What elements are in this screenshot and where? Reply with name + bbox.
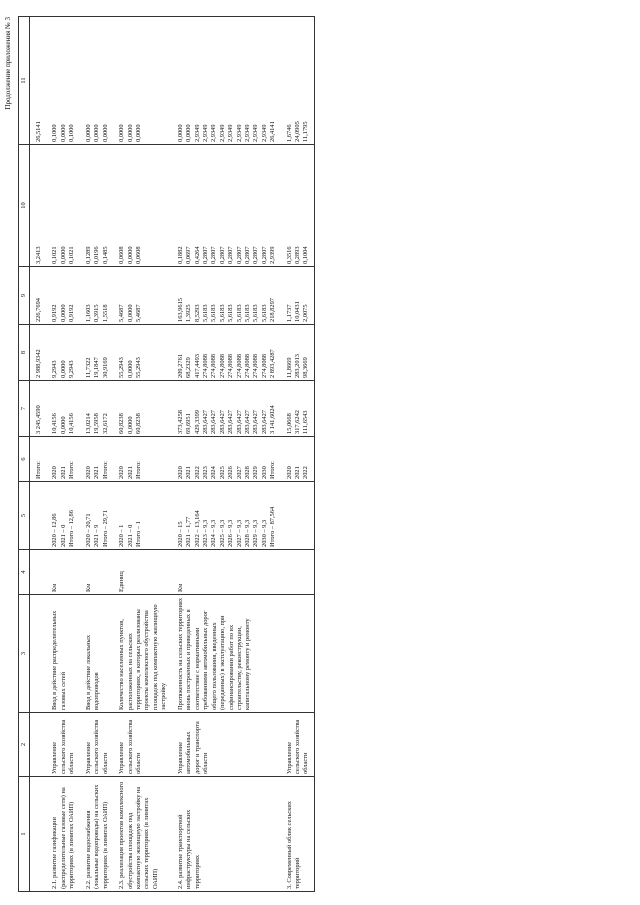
cell-value: 5,6183 [227, 304, 235, 322]
cell-value: 15,0668 [285, 413, 293, 434]
cell-c10 [30, 145, 47, 267]
cell-value: 8,5293 [193, 304, 201, 322]
cell-value: 2020 – 15 [176, 521, 184, 547]
cell-value: 55,2943 [118, 357, 126, 378]
cell-value: 0,0000 [59, 246, 67, 264]
cell-value: 24,0905 [293, 121, 301, 142]
cell-value: 0,0000 [59, 360, 67, 378]
cell-c5 [113, 482, 172, 550]
cell-value: 283,6427 [227, 410, 235, 434]
cell-value: 429,3399 [193, 410, 201, 434]
program-financing-table [18, 16, 315, 892]
cell-value: 0,0000 [176, 124, 184, 142]
cell-value [294, 484, 302, 547]
cell-c3: Количество населенных пунктов, расположенных на сельских территориях, в которых реализованы проекты комплексного обустройства площадок под компактную жилищную застройку [113, 595, 172, 713]
cell-c3 [281, 595, 315, 713]
cell-value: 2021 [185, 466, 193, 479]
cell-value: 283,6427 [243, 410, 251, 434]
continuation-label: Продолжение приложения № 3 [4, 17, 12, 110]
cell-value: 11,8669 [285, 357, 293, 378]
cell-value: 283,6427 [218, 410, 226, 434]
cell-value: 2,9349 [260, 124, 268, 142]
cell-value: 68,2329 [185, 357, 193, 378]
cell-value: 0,2893 [293, 246, 301, 264]
table-row [30, 17, 47, 892]
cell-value: 2020 [51, 466, 59, 479]
cell-value: 2,9349 [227, 124, 235, 142]
cell-c9 [30, 267, 47, 325]
cell-value: 0,2807 [235, 246, 243, 264]
column-number-1: 1 [19, 777, 30, 892]
cell-c9 [172, 267, 281, 325]
column-number-row [19, 17, 30, 892]
cell-value: 0,9192 [68, 304, 76, 322]
cell-c5 [46, 482, 79, 550]
cell-value: 32,6172 [101, 413, 109, 434]
cell-c7 [46, 381, 79, 437]
cell-value: 2029 – 9,3 [252, 519, 260, 547]
cell-c11 [30, 17, 47, 145]
cell-value: 2,9349 [202, 124, 209, 142]
cell-value: 0,2807 [227, 246, 235, 264]
cell-c4 [30, 550, 47, 595]
cell-value: 0,1004 [302, 246, 310, 264]
cell-value: 2028 [243, 466, 251, 479]
cell-value: 1,1603 [84, 304, 92, 322]
cell-c7 [30, 381, 47, 437]
cell-value: 2,9349 [243, 124, 251, 142]
cell-value: 5,6183 [218, 304, 226, 322]
cell-c10 [46, 145, 79, 267]
cell-value: 0,0000 [59, 416, 67, 434]
cell-value: 5,4687 [118, 304, 126, 322]
cell-value: 5,6183 [252, 304, 260, 322]
cell-value: 274,8088 [252, 354, 260, 378]
cell-value: 0,0000 [84, 124, 92, 142]
cell-value: 226,7694 [35, 298, 42, 322]
cell-value: 55,2943 [134, 357, 142, 378]
cell-value: 0,2807 [202, 246, 209, 264]
cell-value: 0,1021 [51, 246, 59, 264]
cell-value: 2021 [293, 466, 301, 479]
table-body [30, 17, 315, 892]
cell-value: 5,6183 [235, 304, 243, 322]
cell-value: 0,2807 [252, 246, 260, 264]
cell-value: 0,0000 [126, 304, 134, 322]
cell-value: 2,9349 [210, 124, 218, 142]
cell-c7 [80, 381, 113, 437]
cell-value: 2021 [59, 466, 67, 479]
cell-c1: 2.2. развитие водоснабжения (локальные водопроводы) на сельских территориях (в лимитах ОАИП) [80, 777, 113, 892]
cell-c1: 3. Современный облик сельских территорий [281, 777, 315, 892]
cell-value: 2020 [84, 466, 92, 479]
column-number-4: 4 [19, 550, 30, 595]
cell-c2 [30, 713, 47, 777]
cell-value [302, 484, 310, 547]
cell-value: 317,6242 [293, 410, 301, 434]
cell-value: 274,8088 [260, 354, 268, 378]
cell-c10 [113, 145, 172, 267]
cell-c2: Управление сельского хозяйства области [281, 713, 315, 777]
cell-value: 0,0608 [134, 246, 142, 264]
cell-value: 0,2807 [243, 246, 251, 264]
cell-value: 2022 – 13,164 [193, 510, 201, 547]
cell-value: 283,2013 [293, 354, 301, 378]
cell-c7 [172, 381, 281, 437]
cell-value: 60,8238 [134, 413, 142, 434]
cell-value: 2,9349 [218, 124, 226, 142]
cell-c7 [113, 381, 172, 437]
cell-value: 0,1000 [51, 124, 59, 142]
cell-value: 2020 – 20,71 [84, 513, 92, 547]
cell-value: 0,0697 [185, 246, 193, 264]
cell-value: 2026 – 9,3 [227, 519, 235, 547]
cell-c5 [172, 482, 281, 550]
cell-value: 2024 [210, 466, 218, 479]
cell-c9 [46, 267, 79, 325]
column-number-5: 5 [19, 482, 30, 550]
cell-value: 283,6427 [260, 410, 268, 434]
cell-value: 0,2807 [260, 246, 268, 264]
cell-value: 2030 [260, 466, 268, 479]
cell-value: 2025 [218, 466, 226, 479]
cell-c4: Км [46, 550, 79, 595]
cell-value: 10,4156 [51, 413, 59, 434]
cell-value: 19,5958 [93, 413, 101, 434]
cell-value: 5,6183 [260, 304, 268, 322]
cell-c11 [113, 17, 172, 145]
cell-value: 283,6427 [202, 410, 209, 434]
cell-value: 0,2807 [218, 246, 226, 264]
column-number-11: 11 [19, 17, 30, 145]
cell-value: 2 988,9342 [35, 349, 42, 378]
cell-c9 [281, 267, 315, 325]
cell-value: 26,5141 [35, 121, 42, 142]
cell-value: 2020 – 1 [118, 524, 126, 547]
cell-value: 11,7322 [84, 357, 92, 378]
cell-value: 69,6951 [185, 413, 193, 434]
cell-value: 13,0214 [84, 413, 92, 434]
cell-c8 [80, 325, 113, 381]
cell-value: 9,2943 [68, 360, 76, 378]
column-number-9: 9 [19, 267, 30, 325]
cell-c8 [281, 325, 315, 381]
cell-c8 [172, 325, 281, 381]
cell-c5 [30, 482, 47, 550]
table-row [80, 17, 113, 892]
cell-value: 0,0196 [93, 246, 101, 264]
cell-c3 [30, 595, 47, 713]
cell-c11 [80, 17, 113, 145]
cell-c6 [46, 437, 79, 482]
cell-value [35, 484, 43, 547]
cell-value: 10,0431 [293, 301, 301, 322]
cell-value: 2027 – 9,3 [235, 519, 243, 547]
cell-value: Итого: [269, 461, 277, 479]
cell-value: 1,5518 [101, 304, 109, 322]
cell-value: 5,4687 [134, 304, 142, 322]
cell-value: 3,2413 [35, 246, 42, 264]
cell-value: 274,8088 [210, 354, 218, 378]
cell-value: 0,0000 [118, 124, 126, 142]
cell-value: 2029 [252, 466, 260, 479]
cell-value: 2020 [285, 466, 293, 479]
cell-value: 0,3516 [285, 246, 293, 264]
cell-value: 2021 [126, 466, 134, 479]
cell-c9 [80, 267, 113, 325]
cell-value: 3 141,6024 [269, 405, 277, 434]
cell-value: 0,1882 [176, 246, 184, 264]
cell-value: 274,8088 [227, 354, 235, 378]
cell-c10 [281, 145, 315, 267]
cell-value: 111,6543 [302, 410, 310, 434]
cell-c8 [113, 325, 172, 381]
cell-c6 [281, 437, 315, 482]
cell-value: 11,1795 [302, 121, 310, 142]
cell-value: 0,0000 [93, 124, 101, 142]
cell-value: 2021 – 0 [126, 524, 134, 547]
cell-c6 [172, 437, 281, 482]
cell-c1: 2.1. развитие газификации (распределительные газовые сети) на территориях (в лимитах ОАИП) [46, 777, 79, 892]
cell-c3: Ввод в действие распределительных газовых сетей [46, 595, 79, 713]
cell-c8 [46, 325, 79, 381]
cell-value: 1,1737 [285, 304, 293, 322]
cell-value: 2024 – 9,3 [210, 519, 218, 547]
cell-c1 [30, 777, 47, 892]
cell-value: 417,4493 [193, 354, 201, 378]
cell-c6 [80, 437, 113, 482]
cell-value: 2020 – 12,86 [51, 513, 59, 547]
cell-value: Итого – 12,86 [68, 510, 76, 547]
cell-value: Итого: [101, 461, 109, 479]
cell-c2: Управление сельского хозяйства области [80, 713, 113, 777]
cell-value: 2025 – 9,3 [218, 519, 226, 547]
cell-value: Итого: [35, 461, 42, 479]
cell-value: 2023 – 9,3 [202, 519, 209, 547]
cell-c11 [281, 17, 315, 145]
column-number-3: 3 [19, 595, 30, 713]
column-number-10: 10 [19, 145, 30, 267]
cell-value: Итого: [68, 461, 76, 479]
cell-value: 283,6427 [235, 410, 243, 434]
cell-value: 19,1847 [93, 357, 101, 378]
cell-value: 0,0000 [126, 360, 134, 378]
cell-value: 1,6746 [285, 124, 293, 142]
cell-value: 274,8088 [235, 354, 243, 378]
cell-value: 2021 – 1,77 [185, 516, 193, 547]
cell-c10 [172, 145, 281, 267]
cell-value: 0,9192 [51, 304, 59, 322]
cell-value: 2021 – 9 [93, 524, 101, 547]
cell-value: 2020 [118, 466, 126, 479]
cell-c10 [80, 145, 113, 267]
cell-value: 2020 [176, 466, 184, 479]
cell-c6 [30, 437, 47, 482]
cell-value: 274,8088 [243, 354, 251, 378]
cell-value: 0,1000 [68, 124, 76, 142]
cell-value: 2021 [93, 466, 101, 479]
cell-value: 2,9399 [269, 246, 277, 264]
cell-value [286, 484, 294, 547]
cell-value: 0,0000 [59, 124, 67, 142]
cell-value: 2,9349 [252, 124, 260, 142]
cell-c2: Управление сельского хозяйства области [46, 713, 79, 777]
cell-value: 2030 – 9,3 [260, 519, 268, 547]
cell-value: 274,8088 [218, 354, 226, 378]
cell-value: 5,6183 [210, 304, 218, 322]
cell-value: 2023 [202, 466, 209, 479]
cell-value: 0,0000 [126, 246, 134, 264]
cell-value: 2,9349 [235, 124, 243, 142]
cell-value: 0,0608 [118, 246, 126, 264]
cell-value: 0,0000 [134, 124, 142, 142]
cell-value: 2027 [235, 466, 243, 479]
column-number-6: 6 [19, 437, 30, 482]
cell-c11 [46, 17, 79, 145]
cell-c4: Км [80, 550, 113, 595]
rotated-table-wrapper [4, 17, 618, 892]
cell-c4: Км [172, 550, 281, 595]
cell-value: 0,2807 [210, 246, 218, 264]
table-row [46, 17, 79, 892]
cell-c1: 2.3. реализация проектов комплексного обустройства площадок под компактную жилищную застройку на сельских территориях (в лимитах ОАИП) [113, 777, 172, 892]
cell-value: 0,0000 [185, 124, 193, 142]
cell-c4 [281, 550, 315, 595]
cell-value: 163,9615 [176, 298, 184, 322]
column-number-2: 2 [19, 713, 30, 777]
cell-value: 60,8238 [118, 413, 126, 434]
cell-value: 0,1485 [101, 246, 109, 264]
cell-value: 2022 [302, 466, 310, 479]
cell-c5 [80, 482, 113, 550]
cell-value: 2028 – 9,3 [243, 519, 251, 547]
cell-value: 2,9349 [193, 124, 201, 142]
table-row [281, 17, 315, 892]
cell-value: Итого – 87,564 [269, 506, 277, 547]
cell-value: 2026 [227, 466, 235, 479]
cell-value: 2 893,4287 [269, 349, 277, 378]
cell-value: Итого – 29,71 [101, 510, 109, 547]
cell-c3: Протяженность на сельских территориях вновь построенных и приведенных в соответствие с нормативными требованиями автомобильных дорог общего пользования, введенных (переданных) в эксплуатацию, при софинансировании работ по их строительству, реконструкции, капитальному ремонту и ремонту [172, 595, 281, 713]
cell-c11 [172, 17, 281, 145]
cell-value: 0,1021 [68, 246, 76, 264]
cell-c2: Управление сельского хозяйства области [113, 713, 172, 777]
cell-c5 [281, 482, 315, 550]
cell-value: 0,0000 [59, 304, 67, 322]
cell-value: Итого – 1 [134, 521, 142, 547]
cell-value: 0,1289 [84, 246, 92, 264]
cell-c4: Единиц [113, 550, 172, 595]
table-row [113, 17, 172, 892]
cell-c2: Управление автомобильных дорог и транспорта области [172, 713, 281, 777]
cell-value: 2022 [193, 466, 201, 479]
cell-value: 98,3669 [302, 357, 310, 378]
cell-value: 0,4264 [193, 246, 201, 264]
cell-value: 10,4156 [68, 413, 76, 434]
cell-value: 218,8297 [269, 298, 277, 322]
cell-value: 3 245,4590 [35, 405, 42, 434]
cell-c8 [30, 325, 47, 381]
cell-value: 2021 – 0 [59, 524, 67, 547]
cell-value: 5,6183 [243, 304, 251, 322]
cell-value: 5,6183 [202, 304, 209, 322]
cell-c7 [281, 381, 315, 437]
column-number-7: 7 [19, 381, 30, 437]
cell-value: 0,3915 [93, 304, 101, 322]
cell-c3: Ввод в действие локальных водопроводов [80, 595, 113, 713]
cell-value: 9,2943 [51, 360, 59, 378]
cell-value: 26,4141 [269, 121, 277, 142]
cell-value: 1,3925 [185, 304, 193, 322]
table-row [172, 17, 281, 892]
cell-value: 373,4258 [176, 410, 184, 434]
cell-c1: 2.4. развитие транспортной инфраструктуры на сельских территориях [172, 777, 281, 892]
cell-c6 [113, 437, 172, 482]
cell-value: 283,6427 [210, 410, 218, 434]
cell-value: 209,2761 [176, 354, 184, 378]
cell-value: 0,0000 [126, 124, 134, 142]
cell-value: 2,0075 [302, 304, 310, 322]
cell-value: 30,9169 [101, 357, 109, 378]
cell-value: 0,0000 [101, 124, 109, 142]
cell-value: 283,6427 [252, 410, 260, 434]
cell-value: Итого: [134, 461, 142, 479]
cell-value: 0,0000 [126, 416, 134, 434]
column-number-8: 8 [19, 325, 30, 381]
cell-c9 [113, 267, 172, 325]
cell-value: 274,8088 [202, 354, 209, 378]
